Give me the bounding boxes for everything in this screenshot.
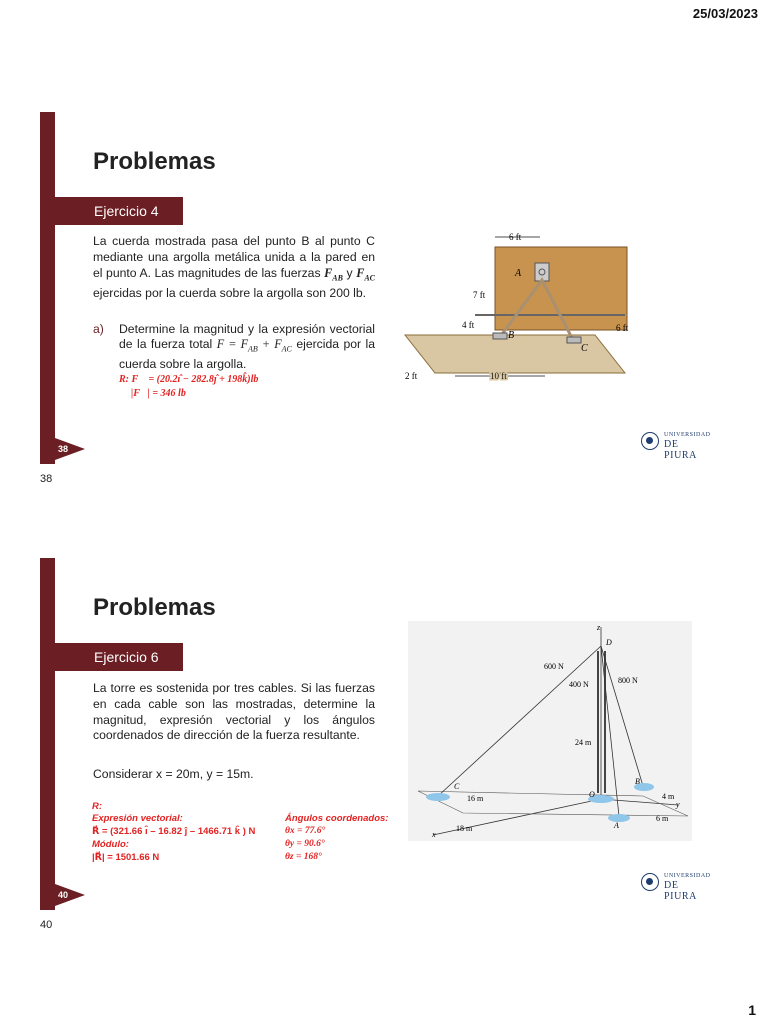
force-fab: $F_{AB}$	[324, 265, 343, 283]
formula: $F = F_{AB} + F_{AC}$	[216, 337, 292, 354]
problem-statement: La torre es sostenida por tres cables. Si las fuerzas en cada cable son las mostradas, determine la magnitud, expresión vectorial y los ángulos coordenados de dirección de la fuerza resultante.	[93, 681, 375, 743]
force-800: 800 N	[618, 676, 638, 685]
university-seal-icon	[641, 873, 659, 891]
answer-angle-x: θx = 77.6°	[285, 826, 326, 836]
dim-24m: 24 m	[575, 738, 592, 747]
problem-statement	[93, 234, 375, 302]
answer-vector-label: Expresión vectorial:	[92, 813, 183, 824]
statement-conj: y	[342, 265, 357, 280]
force-400: 400 N	[569, 680, 589, 689]
slide-badge-number: 38	[58, 444, 69, 454]
question-a	[93, 322, 375, 372]
answer-module: |R⃗| = 1501.66 N	[92, 852, 160, 863]
document-date: 25/03/2023	[692, 6, 758, 21]
figure-background	[408, 621, 692, 841]
logo-line-2: DE PIURA	[664, 880, 698, 902]
point-c: C	[581, 343, 588, 354]
answer-vector: R⃗ = (321.66 ı̂ – 16.82 ȷ̂ – 1466.71 k̂ ) N	[92, 826, 256, 837]
slide-38	[0, 80, 768, 530]
answer-angle-z: θz = 168°	[285, 852, 322, 862]
slide-badge-number: 40	[58, 890, 69, 900]
exercise-label: Ejercicio 4	[55, 197, 183, 225]
point-c: C	[454, 782, 460, 791]
logo-line-1: UNIVERSIDAD	[664, 432, 711, 438]
force-fac: $F_{AC}$	[356, 265, 375, 283]
point-a: A	[614, 821, 619, 830]
logo-line-1: UNIVERSIDAD	[664, 873, 711, 879]
answer-angle-y: θy = 90.6°	[285, 839, 325, 849]
dim-6m: 6 m	[656, 814, 669, 823]
force-600: 600 N	[544, 662, 564, 671]
university-seal-icon	[641, 432, 659, 450]
problem-consideration: Considerar x = 20m, y = 15m.	[93, 767, 254, 781]
point-b: B	[508, 330, 515, 341]
dim-7ft: 7 ft	[473, 290, 486, 300]
axis-x: x	[432, 830, 436, 839]
axis-z: z	[597, 623, 601, 632]
dim-16m: 16 m	[467, 794, 484, 803]
slide-accent-bar	[40, 112, 55, 464]
ring-rope-figure	[395, 225, 635, 385]
point-b: B	[635, 777, 640, 786]
answer-module-label: Módulo:	[92, 839, 129, 850]
answer-r: R:	[92, 801, 103, 812]
exercise-label: Ejercicio 6	[55, 643, 183, 671]
slide-number: 40	[40, 919, 53, 931]
point-a: A	[515, 268, 522, 279]
slide-number: 38	[40, 473, 53, 485]
dim-4ft: 4 ft	[462, 320, 475, 330]
page-number: 1	[748, 1002, 756, 1018]
logo-line-2: DE PIURA	[664, 439, 698, 461]
dim-2ft: 2 ft	[405, 371, 418, 381]
floor-plane	[405, 335, 625, 373]
answer-vector: R: F⃗ = (20.2ı̂ − 282.8ȷ̂ + 198k̂)lb	[119, 374, 259, 385]
statement-text: La cuerda mostrada pasa del punto B al punto C mediante una argolla metálica unida a la pared en el punto A. Las magnitudes de las fuerzas	[93, 234, 375, 280]
point-d: D	[606, 638, 612, 647]
tower-figure	[408, 621, 692, 841]
question-text: Determine la magnitud y la expresión vectorial de la fuerza total $F = F_{AB} + F_{AC}$ ejercida por la cuerda sobre la argolla.	[119, 322, 375, 371]
slide-title: Problemas	[93, 148, 216, 175]
axis-y: y	[676, 800, 680, 809]
answer-angles-label: Ángulos coordenados:	[285, 813, 389, 824]
slide-accent-bar	[40, 558, 55, 910]
university-logo	[641, 430, 713, 461]
point-o: O	[589, 790, 595, 799]
dim-top: 6 ft	[509, 232, 522, 242]
dim-4m: 4 m	[662, 792, 675, 801]
university-logo	[641, 871, 713, 902]
dim-6ft-right: 6 ft	[616, 323, 629, 333]
dim-18m: 18 m	[456, 824, 473, 833]
answer-magnitude: |F⃗| = 346 lb	[131, 388, 186, 399]
slide-title: Problemas	[93, 594, 216, 621]
slide-40	[0, 526, 768, 976]
question-label: a)	[93, 322, 104, 336]
statement-text-end: ejercidas por la cuerda sobre la argolla son 200 lb.	[93, 285, 367, 300]
dim-10ft: 10 ft	[490, 371, 507, 381]
